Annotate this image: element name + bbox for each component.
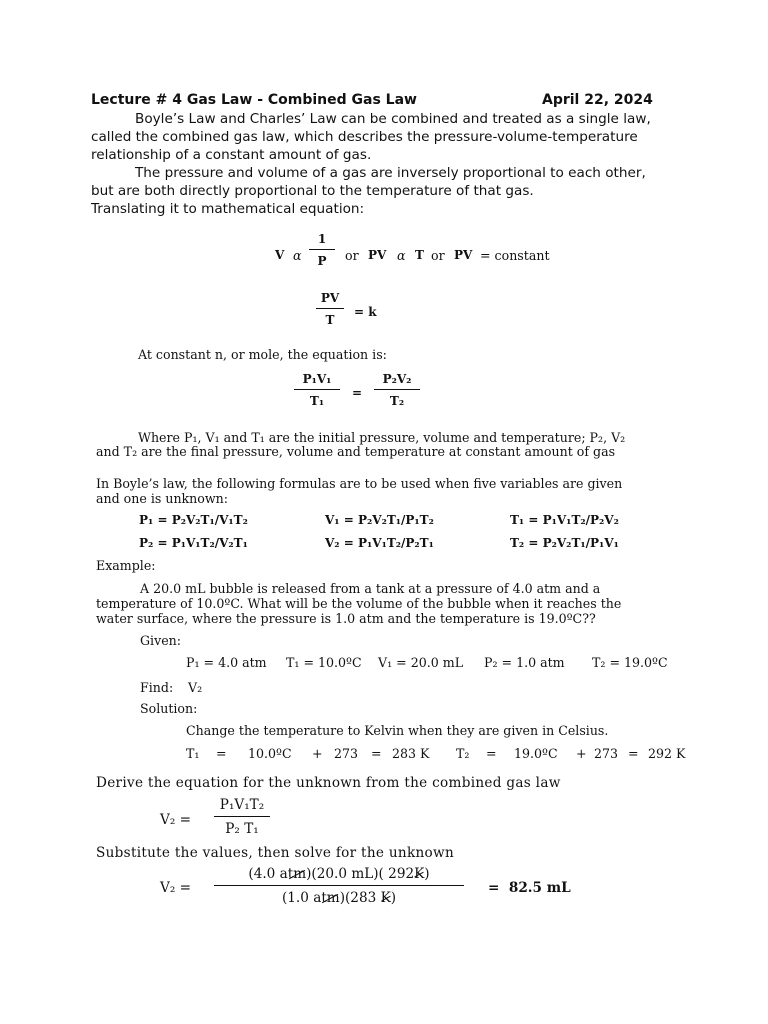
fraction-numerator: P₂V₂: [382, 372, 412, 386]
fraction-numerator: P₁V₁T₂: [219, 797, 265, 813]
fraction-p2v2-over-t2: [374, 372, 420, 408]
fraction-denominator: T₂: [389, 394, 405, 408]
kelvin-t1-celsius: 10.0ºC: [248, 746, 292, 761]
equals-constant: = constant: [480, 248, 550, 263]
given-t1: T₁ = 10.0ºC: [286, 655, 362, 670]
equals-sign: =: [352, 386, 363, 400]
kelvin-offset: 273: [334, 746, 359, 761]
formula-p2: P₂ = P₁V₁T₂/V₂T₁: [139, 536, 248, 550]
constant-n-text: At constant n, or mole, the equation is:: [138, 347, 387, 362]
example-label: Example:: [96, 558, 156, 573]
plus-sign: +: [576, 746, 587, 761]
where-line-1: Where P₁, V₁ and T₁ are the initial pressure, volume and temperature; P₂, V₂: [138, 430, 626, 445]
cancelled-k: K: [414, 866, 425, 882]
find-label: Find:: [140, 680, 174, 695]
formula-p1: P₁ = P₂V₂T₁/V₁T₂: [139, 513, 248, 527]
var-pv: PV: [454, 248, 473, 262]
fraction-bar: [214, 816, 270, 817]
problem-line-3: water surface, where the pressure is 1.0 atm and the temperature is 19.0ºC??: [96, 611, 596, 626]
cancelled-atm: tm: [321, 890, 340, 906]
equals-sign: =: [371, 746, 382, 761]
den-part: (1.0 a: [281, 890, 322, 906]
formula-v1: V₁ = P₂V₂T₁/P₁T₂: [325, 513, 434, 527]
var-v: V: [275, 248, 285, 262]
given-p1: P₁ = 4.0 atm: [186, 655, 267, 670]
num-part: ): [424, 866, 430, 882]
intro-line-5: but are both directly proportional to the temperature of that gas.: [91, 183, 534, 199]
derived-lhs: V₂ =: [160, 812, 191, 828]
find-value: V₂: [188, 680, 203, 695]
equals-sign: =: [216, 746, 227, 761]
den-part: )(283: [339, 890, 381, 906]
fraction-final: [214, 866, 464, 906]
alpha-symbol: α: [397, 248, 406, 263]
final-lhs: V₂ =: [160, 880, 191, 896]
kelvin-t1-result: 283 K: [392, 746, 430, 761]
alpha-symbol: α: [293, 248, 302, 263]
cancelled-k: K: [380, 890, 391, 906]
given-p2: P₂ = 1.0 atm: [484, 655, 565, 670]
formula-t1: T₁ = P₁V₁T₂/P₂V₂: [510, 513, 619, 527]
kelvin-text: Change the temperature to Kelvin when they are given in Celsius.: [186, 723, 609, 738]
fraction-pv-over-t: [316, 291, 344, 327]
equals-sign: =: [486, 746, 497, 761]
formula-v2: V₂ = P₁V₁T₂/P₂T₁: [325, 536, 434, 550]
problem-line-1: A 20.0 mL bubble is released from a tank at a pressure of 4.0 atm and a: [140, 581, 601, 596]
fraction-bar: [374, 389, 420, 390]
fraction-numerator: 1: [317, 232, 327, 246]
where-line-2: and T₂ are the final pressure, volume and temperature at constant amount of gas: [96, 444, 616, 459]
fraction-one-over-p: [309, 232, 335, 268]
intro-line-6: Translating it to mathematical equation:: [91, 201, 365, 217]
plus-sign: +: [312, 746, 323, 761]
fraction-bar: [294, 389, 340, 390]
intro-line-1: Boyle’s Law and Charles’ Law can be combined and treated as a single law,: [135, 111, 651, 127]
derive-text: Derive the equation for the unknown from the combined gas law: [96, 775, 561, 791]
fraction-derived-v2: [214, 797, 270, 837]
boyle-intro-line-2: and one is unknown:: [96, 491, 229, 506]
fraction-denominator: P₂ T₁: [225, 821, 259, 837]
kelvin-t1: T₁: [186, 746, 200, 761]
boyle-intro-line-1: In Boyle’s law, the following formulas are to be used when five variables are given: [96, 476, 623, 491]
den-part: ): [390, 890, 397, 906]
fraction-numerator: [214, 866, 464, 882]
kelvin-t2-celsius: 19.0ºC: [514, 746, 558, 761]
var-pv: PV: [368, 248, 387, 262]
fraction-numerator: P₁V₁: [302, 372, 332, 386]
var-t: T: [415, 248, 424, 262]
cancelled-atm: tm: [287, 866, 307, 882]
kelvin-t2-result: 292 K: [648, 746, 686, 761]
equals-k: = k: [354, 305, 377, 319]
formula-t2: T₂ = P₂V₂T₁/P₁V₁: [510, 536, 619, 550]
num-part: (4.0 a: [248, 866, 288, 882]
given-label: Given:: [140, 633, 182, 648]
solution-label: Solution:: [140, 701, 198, 716]
equals-sign: =: [628, 746, 639, 761]
or-word: or: [431, 248, 445, 263]
fraction-numerator: PV: [320, 291, 340, 305]
fraction-bar: [214, 885, 464, 886]
given-v1: V₁ = 20.0 mL: [378, 655, 464, 670]
intro-line-2: called the combined gas law, which describes the pressure-volume-temperature: [91, 129, 638, 145]
kelvin-t2: T₂: [456, 746, 470, 761]
given-t2: T₂ = 19.0ºC: [592, 655, 668, 670]
fraction-denominator: P: [317, 254, 327, 268]
final-result: = 82.5 mL: [488, 880, 571, 896]
substitute-text: Substitute the values, then solve for the unknown: [96, 845, 455, 861]
page-title: Lecture # 4 Gas Law - Combined Gas Law: [91, 92, 417, 108]
num-part: )(20.0 mL)( 292: [306, 866, 415, 882]
intro-line-4: The pressure and volume of a gas are inversely proportional to each other,: [135, 165, 646, 181]
or-word: or: [345, 248, 359, 263]
fraction-denominator: T₁: [309, 394, 325, 408]
kelvin-offset: 273: [594, 746, 619, 761]
fraction-p1v1-over-t1: [294, 372, 340, 408]
intro-line-3: relationship of a constant amount of gas.: [91, 147, 372, 163]
fraction-bar: [309, 249, 335, 250]
fraction-denominator: [214, 890, 464, 906]
fraction-denominator: T: [325, 313, 335, 327]
problem-line-2: temperature of 10.0ºC. What will be the volume of the bubble when it reaches the: [96, 596, 622, 611]
fraction-bar: [316, 308, 344, 309]
page-date: April 22, 2024: [542, 92, 653, 108]
